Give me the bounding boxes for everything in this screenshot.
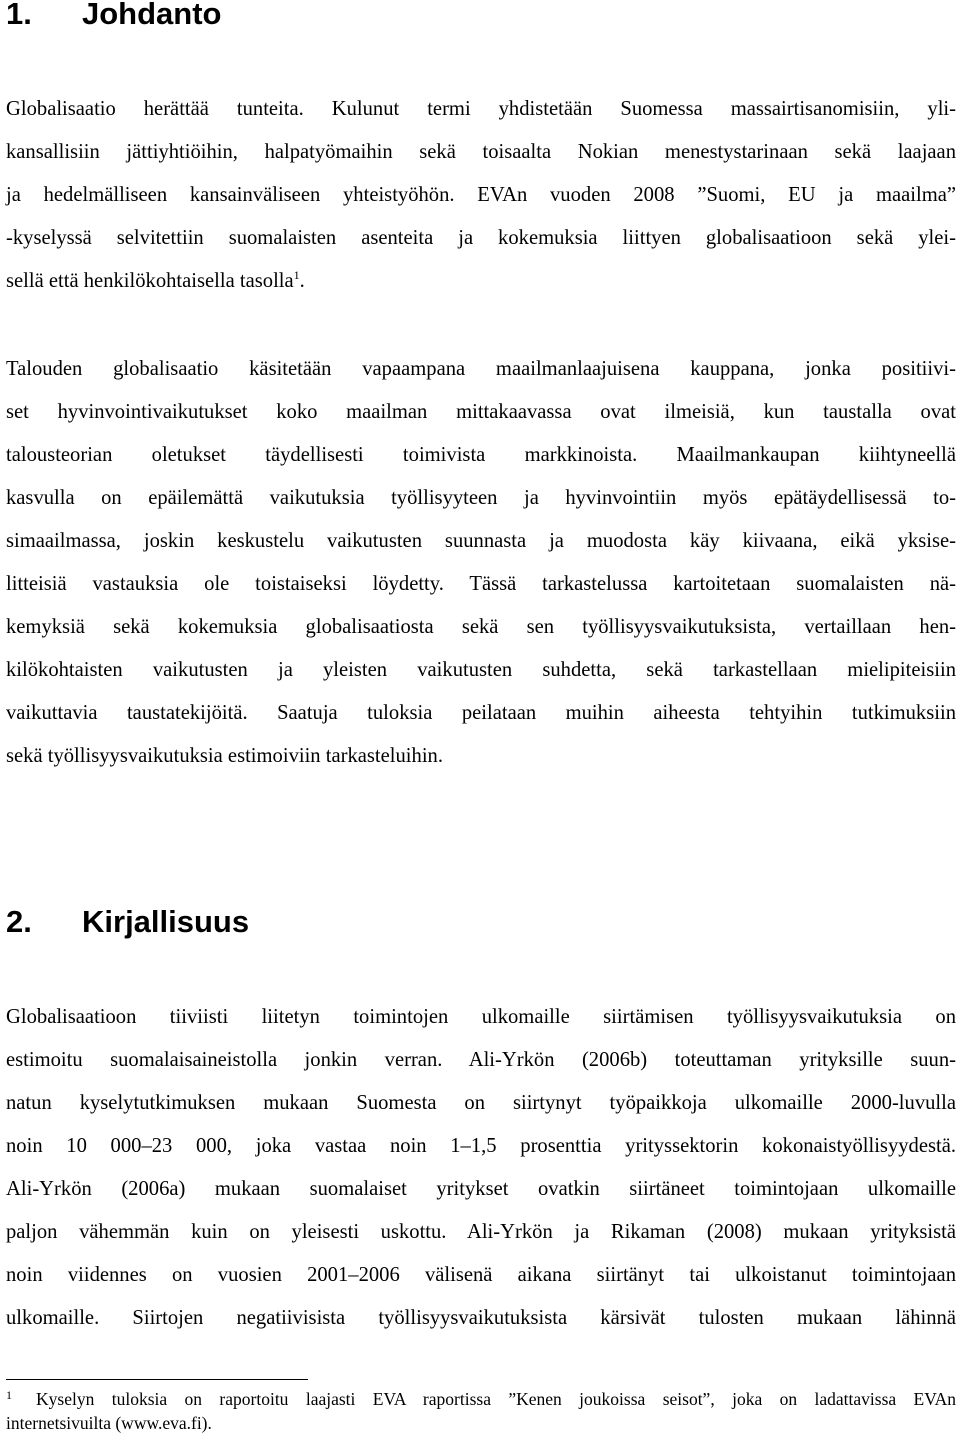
literature-paragraph-1 <box>6 996 956 1340</box>
text-line: kansallisiin jättiyhtiöihin, halpatyömaihin sekä toisaalta Nokian menestystarinaan sekä laajaan <box>6 141 956 163</box>
text-line: kemyksiä sekä kokemuksia globalisaatiosta sekä sen työllisyysvaikutuksista, vertaillaan hen- <box>6 616 956 638</box>
footnote <box>6 1387 956 1435</box>
text-line: simaailmassa, joskin keskustelu vaikutusten suunnasta ja muodosta käy kiivaana, eikä yksise- <box>6 530 956 552</box>
text-line: talousteorian oletukset täydellisesti toimivista markkinoista. Maailmankaupan kiihtyneellä <box>6 444 956 466</box>
text-line-last: sekä työllisyysvaikutuksia estimoiviin tarkasteluihin. <box>6 745 443 767</box>
section-number: 1. <box>6 0 32 31</box>
section-title: Johdanto <box>82 0 222 31</box>
section-number: 2. <box>6 904 32 939</box>
text-line: -kyselyssä selvitettiin suomalaisten asenteita ja kokemuksia liittyen globalisaatioon sekä ylei- <box>6 227 956 249</box>
text-line: noin 10 000–23 000, joka vastaa noin 1–1,5 prosenttia yrityssektorin kokonaistyöllisyydestä. <box>6 1135 956 1157</box>
section-heading-kirjallisuus <box>6 904 249 940</box>
text-line: set hyvinvointivaikutukset koko maailman mittakaavassa ovat ilmeisiä, kun taustalla ovat <box>6 401 956 423</box>
intro-paragraph-2 <box>6 348 956 778</box>
text-line: vaikuttavia taustatekijöitä. Saatuja tuloksia peilataan muihin aiheesta tehtyihin tutkimuksiin <box>6 702 956 724</box>
text-line: Talouden globalisaatio käsitetään vapaampana maailmanlaajuisena kauppana, jonka positiivi- <box>6 358 956 380</box>
text-line: natun kyselytutkimuksen mukaan Suomesta on siirtynyt työpaikkoja ulkomaille 2000-luvulla <box>6 1092 956 1114</box>
text-line: kasvulla on epäilemättä vaikutuksia työllisyyteen ja hyvinvointiin myös epätäydellisessä to- <box>6 487 956 509</box>
footnote-separator <box>6 1379 308 1380</box>
text-line: litteisiä vastauksia ole toistaiseksi löydetty. Tässä tarkastelussa kartoitetaan suomalaisten nä- <box>6 573 956 595</box>
text-line: ja hedelmälliseen kansainväliseen yhteistyöhön. EVAn vuoden 2008 ”Suomi, EU ja maailma” <box>6 184 956 206</box>
intro-paragraph-1 <box>6 88 956 303</box>
text-line: Globalisaatioon tiiviisti liitetyn toimintojen ulkomaille siirtämisen työllisyysvaikutuksia on <box>6 1006 956 1028</box>
text-line: noin viidennes on vuosien 2001–2006 välisenä aikana siirtänyt tai ulkoistanut toimintojaan <box>6 1264 956 1286</box>
footnote-line: internetsivuilta (www.eva.fi). <box>6 1413 212 1433</box>
footnote-reference[interactable]: 1 <box>293 268 300 282</box>
text-line-last <box>6 260 956 303</box>
text-line: sellä että henkilökohtaisella tasolla <box>6 270 294 292</box>
section-heading-johdanto <box>6 0 222 32</box>
section-title: Kirjallisuus <box>82 904 250 939</box>
text-line: estimoitu suomalaisaineistolla jonkin verran. Ali-Yrkön (2006b) toteuttaman yrityksille suun- <box>6 1049 956 1071</box>
footnote-text: Kyselyn tuloksia on raportoitu laajasti EVA raportissa ”Kenen joukoissa seisot”, joka on ladattavissa EVAn <box>36 1389 956 1409</box>
text-line: ulkomaille. Siirtojen negatiivisista työllisyysvaikutuksista kärsivät tulosten mukaan lähinnä <box>6 1307 956 1329</box>
footnote-line: 1 Kyselyn tuloksia on raportoitu laajasti EVA raportissa ”Kenen joukoissa seisot”, joka on ladattavissa EVAn <box>6 1388 956 1409</box>
text-line: paljon vähemmän kuin on yleisesti uskottu. Ali-Yrkön ja Rikaman (2008) mukaan yrityksistä <box>6 1221 956 1243</box>
sentence-end: . <box>299 270 305 292</box>
text-line: Globalisaatio herättää tunteita. Kulunut termi yhdistetään Suomessa massairtisanomisiin, yli- <box>6 98 956 120</box>
text-line: Ali-Yrkön (2006a) mukaan suomalaiset yritykset ovatkin siirtäneet toimintojaan ulkomaille <box>6 1178 956 1200</box>
text-line: kilökohtaisten vaikutusten ja yleisten vaikutusten suhdetta, sekä tarkastellaan mielipiteisiin <box>6 659 956 681</box>
